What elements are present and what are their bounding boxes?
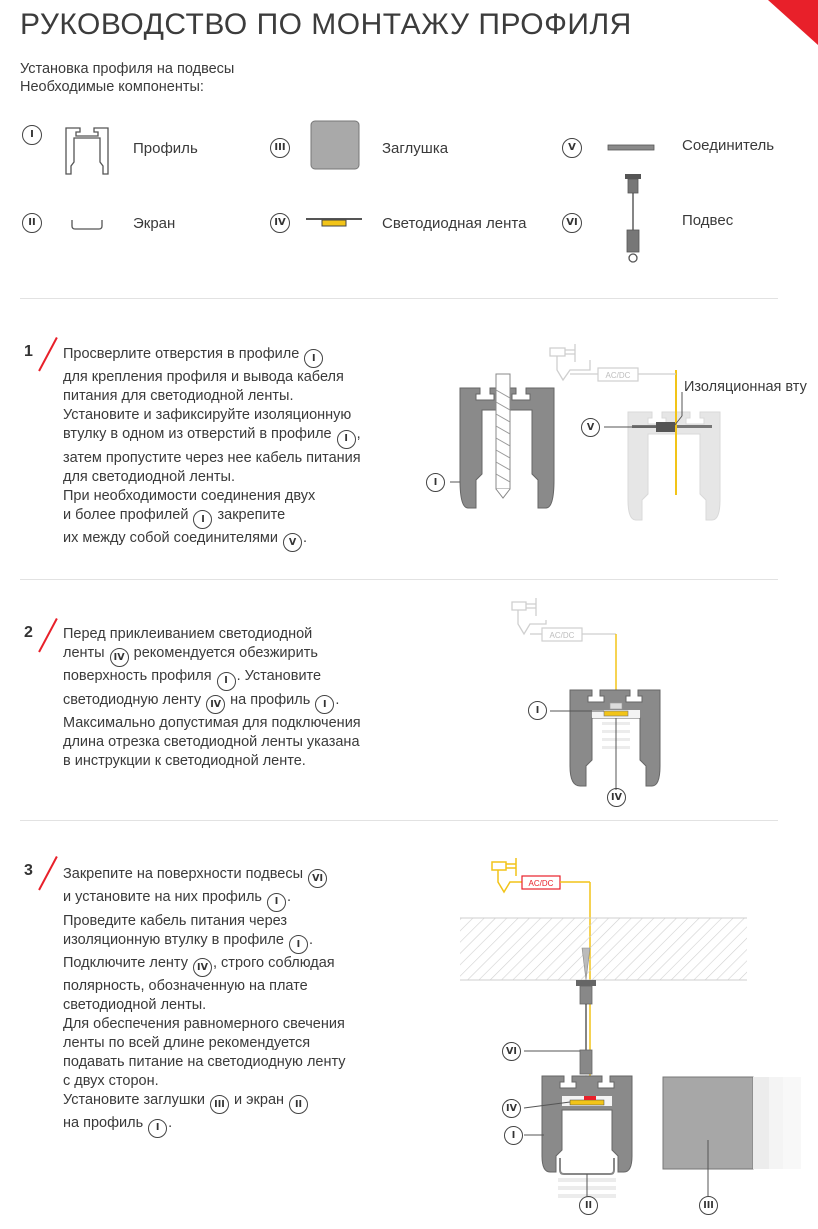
step-1-figure [420, 330, 818, 530]
component-profile [22, 125, 42, 145]
component-led-strip-label: Светодиодная лента [382, 215, 527, 232]
inline-component-badge: I [267, 893, 286, 912]
component-diffuser [22, 213, 42, 233]
component-number: I [22, 125, 42, 145]
component-suspension-label: Подвес [682, 212, 734, 229]
step-text-line [63, 1091, 346, 1114]
line-text: закрепите [213, 506, 286, 523]
line-text: ленты [63, 645, 109, 661]
component-connector-label: Соединитель [682, 137, 775, 154]
step-2-figure [480, 590, 680, 815]
step-text-line [63, 487, 361, 506]
line-text: на профиль [63, 1115, 148, 1132]
inline-component-badge: VI [308, 869, 327, 888]
inline-component-badge: I [217, 672, 236, 691]
component-number: III [270, 138, 290, 158]
step-text-line [63, 1072, 346, 1091]
step-text-line [63, 954, 346, 977]
component-number: II [22, 213, 42, 233]
figure-badge: IV [607, 788, 626, 807]
line-text: Просверлите отверстия в профиле [63, 346, 304, 362]
step-text-line [63, 733, 361, 752]
step-1-text [63, 345, 361, 552]
step-1-number: 1 [24, 343, 33, 360]
inline-component-badge: III [210, 1095, 229, 1114]
step-text-line [63, 644, 361, 667]
intro [20, 60, 234, 96]
step-text-line [63, 1034, 346, 1053]
step-text-line [63, 931, 346, 954]
figure-badge: IV [502, 1099, 521, 1118]
insulating-sleeve-label: Изоляционная вту [684, 379, 807, 395]
line-text: светодиодной ленты. [63, 997, 207, 1013]
figure-badge: I [528, 701, 547, 720]
component-profile-label: Профиль [133, 140, 198, 157]
step-text-line [63, 977, 346, 996]
divider [20, 298, 778, 299]
inline-component-badge: I [193, 510, 212, 529]
step-text-line [63, 752, 361, 771]
line-text: затем пропустите через нее кабель питания [63, 449, 361, 466]
led-strip-icon [304, 215, 364, 231]
step-text-line [63, 529, 361, 552]
component-number: V [562, 138, 582, 158]
step-2-text [63, 625, 361, 771]
line-text: ленты по всей длине рекомендуется [63, 1035, 311, 1051]
line-text: При необходимости соединения двух [63, 487, 316, 504]
line-text: в инструкции к светодиодной ленте. [63, 752, 306, 769]
line-text: . [303, 529, 308, 546]
step-text-line [63, 996, 346, 1015]
step-text-line [63, 1114, 346, 1137]
inline-component-badge: I [148, 1119, 167, 1138]
step-1-slash [38, 337, 57, 371]
acdc-label: AC/DC [528, 879, 554, 888]
acdc-label: AC/DC [605, 371, 631, 380]
step-text-line [63, 888, 346, 911]
line-text: их между собой соединителями [63, 529, 283, 546]
component-number: VI [562, 213, 582, 233]
component-connector [562, 138, 582, 158]
intro-line-2: Необходимые компоненты: [20, 79, 204, 95]
step-3-slash [38, 856, 57, 890]
line-text: рекомендуется обезжирить [129, 645, 318, 661]
line-text: Проведите кабель питания через [63, 912, 288, 929]
component-diffuser-label: Экран [133, 215, 176, 232]
figure-badge: VI [502, 1042, 521, 1061]
line-text: для светодиодной ленты. [63, 468, 235, 485]
line-text: поверхность профиля [63, 668, 216, 685]
line-text: . [335, 691, 340, 708]
step-text-line [63, 368, 361, 387]
divider [20, 820, 778, 821]
line-text: и более профилей [63, 506, 193, 523]
step-text-line [63, 625, 361, 644]
step-text-line [63, 345, 361, 368]
line-text: втулку в одном из отверстий в профиле [63, 426, 336, 443]
line-text: Закрепите на поверхности подвесы [63, 866, 308, 882]
inline-component-badge: IV [206, 695, 225, 714]
suspension-icon [620, 172, 648, 266]
inline-component-badge: II [289, 1095, 308, 1114]
brand-corner-icon [758, 0, 818, 50]
line-text: и экран [229, 1092, 289, 1108]
step-3-number: 3 [24, 862, 33, 879]
line-text: для крепления профиля и вывода кабеля [63, 369, 344, 386]
inline-component-badge: I [315, 695, 334, 714]
step-text-line [63, 912, 346, 931]
step-text-line [63, 506, 361, 529]
inline-component-badge: IV [193, 958, 212, 977]
line-text: Перед приклеиванием светодиодной [63, 626, 313, 642]
inline-component-badge: I [304, 349, 323, 368]
figure-badge: III [699, 1196, 718, 1215]
component-led-strip [270, 213, 290, 233]
step-text-line [63, 406, 361, 425]
end-cap-icon [310, 120, 360, 170]
figure-badge: I [504, 1126, 523, 1145]
line-text: питания для светодиодной ленты. [63, 388, 294, 405]
intro-line-1: Установка профиля на подвесы [20, 61, 235, 77]
inline-component-badge: V [283, 533, 302, 552]
acdc-label: AC/DC [549, 631, 575, 640]
line-text: . Установите [236, 668, 322, 685]
inline-component-badge: IV [110, 648, 129, 667]
step-text-line [63, 449, 361, 468]
diffuser-icon [70, 216, 104, 232]
line-text: полярность, обозначенную на плате [63, 978, 308, 994]
line-text: . [287, 889, 292, 906]
step-text-line [63, 714, 361, 733]
step-text-line [63, 667, 361, 690]
component-suspension [562, 213, 582, 233]
line-text: Установите заглушки [63, 1092, 209, 1108]
inline-component-badge: I [289, 935, 308, 954]
line-text: подавать питание на светодиодную ленту [63, 1054, 346, 1070]
line-text: Для обеспечения равномерного свечения [63, 1016, 345, 1032]
line-text: длина отрезка светодиодной ленты указана [63, 733, 360, 750]
step-2-slash [38, 618, 57, 652]
figure-badge: II [579, 1196, 598, 1215]
line-text: изоляционную втулку в профиле [63, 931, 288, 948]
profile-icon [62, 124, 112, 178]
step-3-figure [460, 840, 810, 1220]
step-2-number: 2 [24, 624, 33, 641]
component-number: IV [270, 213, 290, 233]
step-text-line [63, 1015, 346, 1034]
component-end-cap-label: Заглушка [382, 140, 449, 157]
step-text-line [63, 425, 361, 448]
step-3-text [63, 865, 346, 1138]
page-title: РУКОВОДСТВО ПО МОНТАЖУ ПРОФИЛЯ [20, 8, 632, 41]
line-text: с двух сторон. [63, 1073, 159, 1089]
line-text: , [356, 426, 361, 443]
step-text-line [63, 468, 361, 487]
divider [20, 579, 778, 580]
step-text-line [63, 691, 361, 714]
step-text-line [63, 865, 346, 888]
inline-component-badge: I [337, 430, 356, 449]
line-text: . [168, 1115, 173, 1132]
figure-badge: I [426, 473, 445, 492]
line-text: Максимально допустимая для подключения [63, 714, 361, 731]
line-text: , строго соблюдая [213, 954, 335, 971]
step-text-line [63, 1053, 346, 1072]
line-text: Подключите ленту [63, 954, 192, 971]
line-text: Установите и зафиксируйте изоляционную [63, 407, 352, 424]
figure-badge: V [581, 418, 600, 437]
line-text: светодиодную ленту [63, 691, 206, 708]
line-text: и установите на них профиль [63, 889, 266, 906]
component-end-cap [270, 138, 290, 158]
line-text: . [308, 931, 313, 948]
connector-icon [607, 143, 655, 153]
line-text: на профиль [226, 691, 315, 708]
step-text-line [63, 387, 361, 406]
